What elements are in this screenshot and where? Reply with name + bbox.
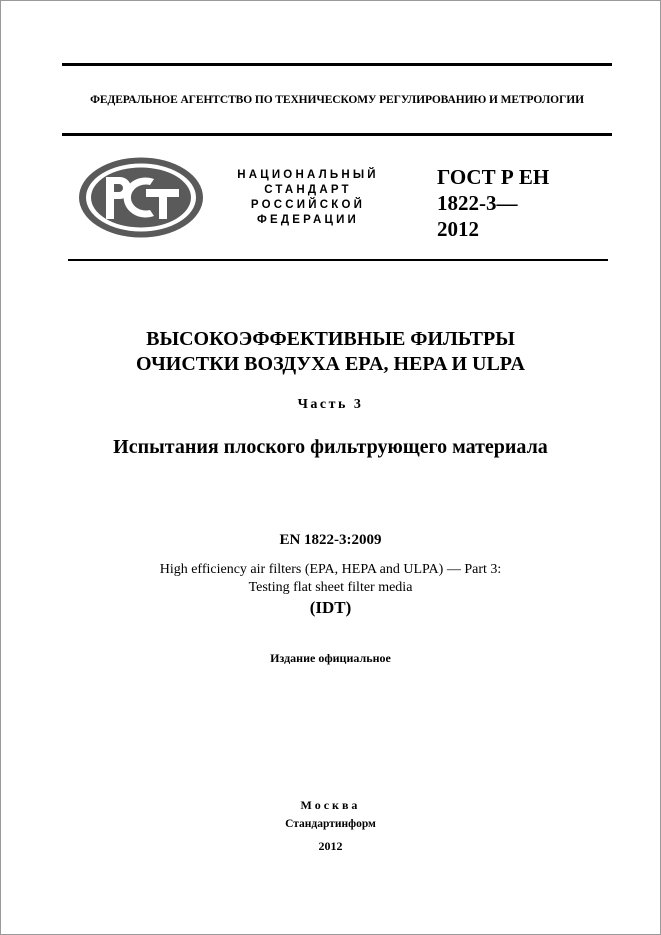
edition-label: Издание официальное — [270, 651, 391, 665]
source-standard-title — [0, 561, 661, 597]
title-line: ВЫСОКОЭФФЕКТИВНЫЕ ФИЛЬТРЫ — [146, 328, 515, 350]
standard-type-line: РОССИЙСКОЙ — [250, 199, 366, 211]
rst-seal-icon — [76, 155, 206, 240]
standard-type-line: ФЕДЕРАЦИИ — [256, 214, 360, 226]
designation-line: 1822-3— — [437, 191, 518, 215]
agency-name: ФЕДЕРАЛЬНОЕ АГЕНТСТВО ПО ТЕХНИЧЕСКОМУ РЕГУЛИРОВАНИЮ И МЕТРОЛОГИИ — [90, 94, 584, 106]
source-title-line: High efficiency air filters (EPA, HEPA and ULPA) — Part 3: — [159, 562, 502, 577]
standard-designation — [437, 164, 549, 242]
header-rule — [62, 133, 612, 136]
title-block-rule — [68, 259, 608, 261]
standard-type-line: НАЦИОНАЛЬНЫЙ — [237, 169, 379, 181]
part-label: Часть 3 — [297, 397, 364, 412]
imprint-year: 2012 — [318, 839, 343, 853]
standard-type-line: СТАНДАРТ — [264, 184, 352, 196]
equivalence-label: (IDT) — [309, 598, 352, 617]
title-line: ОЧИСТКИ ВОЗДУХА EPA, HEPA И ULPA — [136, 353, 525, 375]
top-rule — [62, 63, 612, 66]
document-subtitle: Испытания плоского фильтрующего материала — [113, 436, 548, 458]
imprint-city: Москва — [300, 798, 361, 812]
designation-line: ГОСТ Р ЕН — [437, 165, 550, 189]
source-title-line: Testing flat sheet filter media — [248, 580, 413, 595]
document-title — [0, 327, 661, 377]
imprint-publisher: Стандартинформ — [285, 818, 376, 830]
designation-line: 2012 — [437, 217, 479, 241]
national-standard-label — [218, 168, 398, 228]
source-standard-code: EN 1822-3:2009 — [279, 532, 382, 548]
